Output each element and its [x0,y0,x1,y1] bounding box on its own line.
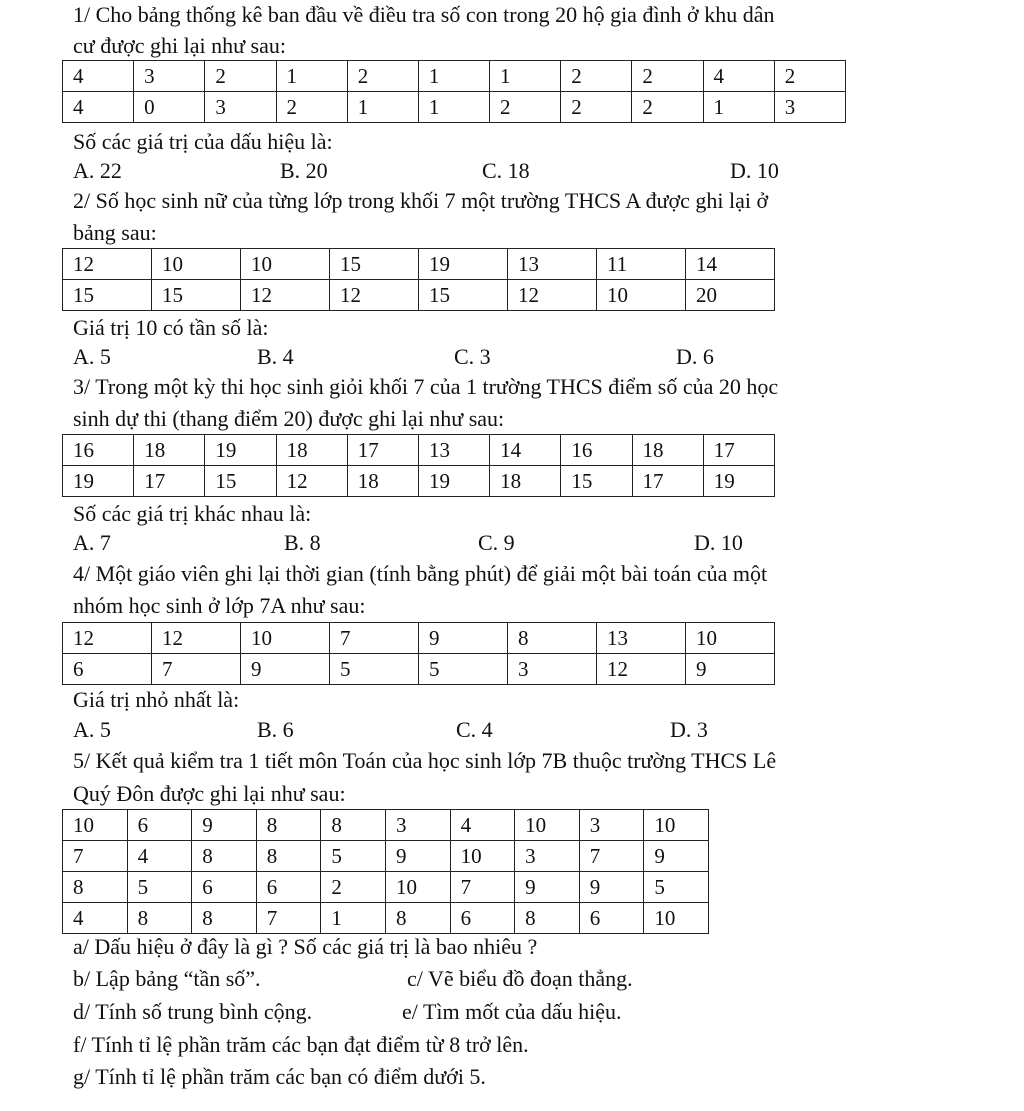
q2-question: Giá trị 10 có tần số là: [73,315,269,340]
table-cell: 4 [63,61,134,92]
table-cell: 2 [632,61,703,92]
table-cell: 19 [205,435,276,466]
table-cell: 12 [330,280,419,311]
table-cell: 8 [127,903,192,934]
table-cell: 9 [644,841,709,872]
table-cell: 15 [330,249,419,280]
table-cell: 6 [63,654,152,685]
table-cell: 19 [419,249,508,280]
q1-option-d: D. 10 [730,158,779,183]
q2-data-table [62,248,775,311]
table-cell: 3 [205,92,276,123]
table-cell: 16 [561,435,632,466]
q1-option-c: C. 18 [482,158,530,183]
table-cell: 10 [644,810,709,841]
table-cell: 9 [686,654,775,685]
table-cell: 3 [134,61,205,92]
q5-part-g: g/ Tính tỉ lệ phần trăm các bạn có điểm dưới 5. [73,1064,486,1089]
table-cell: 0 [134,92,205,123]
q5-part-c: c/ Vẽ biểu đồ đoạn thẳng. [407,966,633,991]
table-cell: 5 [419,654,508,685]
table-cell: 18 [347,466,418,497]
table-cell: 20 [686,280,775,311]
table-cell: 1 [276,61,347,92]
table-cell: 2 [490,92,561,123]
table-cell: 6 [127,810,192,841]
table-cell: 8 [515,903,580,934]
q5-part-b: b/ Lập bảng “tần số”. [73,966,261,991]
q3-data-table [62,434,775,497]
table-cell: 12 [276,466,347,497]
table-cell: 4 [703,61,774,92]
table-cell: 6 [256,872,321,903]
table-cell: 7 [63,841,128,872]
q4-line1: 4/ Một giáo viên ghi lại thời gian (tính bằng phút) để giải một bài toán của một [73,561,768,586]
table-cell: 9 [419,623,508,654]
table-cell: 15 [205,466,276,497]
q1-option-a: A. 22 [73,158,122,183]
q5-part-f: f/ Tính tỉ lệ phần trăm các bạn đạt điểm từ 8 trở lên. [73,1032,529,1057]
q4-option-a: A. 5 [73,717,111,742]
q4-line2: nhóm học sinh ở lớp 7A như sau: [73,593,366,618]
q2-option-b: B. 4 [257,344,294,369]
table-cell: 10 [241,249,330,280]
q2-options [73,346,973,372]
table-cell: 9 [579,872,644,903]
q4-option-b: B. 6 [257,717,294,742]
table-cell: 19 [418,466,489,497]
table-row [63,61,846,92]
q5-line2: Quý Đôn được ghi lại như sau: [73,781,346,806]
table-cell: 2 [561,92,632,123]
q3-option-d: D. 10 [694,530,743,555]
table-cell: 4 [450,810,515,841]
q3-option-b: B. 8 [284,530,321,555]
q2-line1: 2/ Số học sinh nữ của từng lớp trong khối 7 một trường THCS A được ghi lại ở [73,188,769,213]
table-cell: 10 [644,903,709,934]
table-cell: 7 [256,903,321,934]
table-cell: 14 [686,249,775,280]
table-cell: 9 [515,872,580,903]
q1-line2: cư được ghi lại như sau: [73,33,286,58]
table-cell: 18 [632,435,703,466]
table-cell: 10 [241,623,330,654]
table-cell: 14 [490,435,561,466]
table-cell: 2 [632,92,703,123]
table-cell: 10 [450,841,515,872]
table-cell: 2 [276,92,347,123]
q1-option-b: B. 20 [280,158,328,183]
table-cell: 1 [418,92,489,123]
table-cell: 18 [490,466,561,497]
table-cell: 5 [127,872,192,903]
table-cell: 4 [63,92,134,123]
table-row [63,903,709,934]
table-cell: 10 [385,872,450,903]
q3-line1: 3/ Trong một kỳ thi học sinh giỏi khối 7 của 1 trường THCS điểm số của 20 học [73,374,779,399]
q2-option-d: D. 6 [676,344,714,369]
table-cell: 15 [152,280,241,311]
table-cell: 1 [418,61,489,92]
table-cell: 10 [63,810,128,841]
table-cell: 6 [579,903,644,934]
table-cell: 12 [63,249,152,280]
table-cell: 1 [490,61,561,92]
table-row [63,841,709,872]
table-cell: 9 [192,810,257,841]
table-cell: 18 [276,435,347,466]
table-cell: 13 [508,249,597,280]
table-cell: 16 [63,435,134,466]
table-cell: 1 [703,92,774,123]
table-cell: 3 [515,841,580,872]
table-cell: 2 [205,61,276,92]
table-cell: 13 [418,435,489,466]
table-cell: 8 [256,810,321,841]
table-row [63,623,775,654]
q4-question: Giá trị nhỏ nhất là: [73,687,240,712]
q4-option-c: C. 4 [456,717,493,742]
q1-options [73,160,973,186]
table-cell: 17 [703,435,774,466]
q1-data-table [62,60,846,123]
table-cell: 12 [241,280,330,311]
table-cell: 7 [579,841,644,872]
table-row [63,280,775,311]
table-cell: 2 [321,872,386,903]
table-cell: 7 [152,654,241,685]
table-cell: 11 [597,249,686,280]
table-cell: 10 [515,810,580,841]
q3-question: Số các giá trị khác nhau là: [73,501,312,526]
table-cell: 6 [192,872,257,903]
table-cell: 4 [63,903,128,934]
q5-part-d: d/ Tính số trung bình cộng. [73,999,313,1024]
q3-option-a: A. 7 [73,530,111,555]
table-cell: 10 [686,623,775,654]
table-cell: 3 [774,92,845,123]
table-cell: 3 [385,810,450,841]
table-cell: 5 [644,872,709,903]
table-cell: 12 [508,280,597,311]
table-cell: 15 [63,280,152,311]
table-cell: 4 [127,841,192,872]
q4-option-d: D. 3 [670,717,708,742]
table-row [63,249,775,280]
q2-option-c: C. 3 [454,344,491,369]
table-cell: 6 [450,903,515,934]
table-cell: 8 [508,623,597,654]
table-row [63,872,709,903]
table-cell: 17 [347,435,418,466]
table-cell: 8 [63,872,128,903]
table-cell: 17 [632,466,703,497]
table-row [63,654,775,685]
table-row [63,466,775,497]
table-cell: 18 [134,435,205,466]
table-cell: 5 [321,841,386,872]
table-cell: 8 [256,841,321,872]
table-row [63,810,709,841]
q2-option-a: A. 5 [73,344,111,369]
table-cell: 12 [597,654,686,685]
table-cell: 2 [774,61,845,92]
q5-part-e: e/ Tìm mốt của dấu hiệu. [402,999,622,1024]
q1-question: Số các giá trị của dấu hiệu là: [73,129,333,154]
table-cell: 10 [152,249,241,280]
table-cell: 1 [347,92,418,123]
table-cell: 2 [347,61,418,92]
table-cell: 3 [579,810,644,841]
table-cell: 12 [152,623,241,654]
table-cell: 19 [63,466,134,497]
q4-options [73,719,973,745]
table-cell: 9 [241,654,330,685]
q3-line2: sinh dự thi (thang điểm 20) được ghi lại như sau: [73,406,505,431]
table-cell: 13 [597,623,686,654]
table-cell: 3 [508,654,597,685]
q5-data-table [62,809,709,934]
table-cell: 10 [597,280,686,311]
table-row [63,92,846,123]
table-cell: 17 [134,466,205,497]
table-cell: 9 [385,841,450,872]
q3-option-c: C. 9 [478,530,515,555]
table-cell: 7 [450,872,515,903]
q3-options [73,532,973,558]
table-cell: 8 [385,903,450,934]
q1-line1: 1/ Cho bảng thống kê ban đầu về điều tra số con trong 20 hộ gia đình ở khu dân [73,2,775,27]
table-cell: 8 [192,841,257,872]
table-cell: 7 [330,623,419,654]
table-cell: 1 [321,903,386,934]
q4-data-table [62,622,775,685]
table-cell: 15 [419,280,508,311]
table-cell: 8 [321,810,386,841]
table-cell: 8 [192,903,257,934]
q5-part-a: a/ Dấu hiệu ở đây là gì ? Số các giá trị là bao nhiêu ? [73,934,538,959]
table-cell: 15 [561,466,632,497]
q5-line1: 5/ Kết quả kiểm tra 1 tiết môn Toán của học sinh lớp 7B thuộc trường THCS Lê [73,748,777,773]
table-cell: 19 [703,466,774,497]
q2-line2: bảng sau: [73,220,157,245]
table-cell: 12 [63,623,152,654]
table-cell: 2 [561,61,632,92]
table-cell: 5 [330,654,419,685]
table-row [63,435,775,466]
